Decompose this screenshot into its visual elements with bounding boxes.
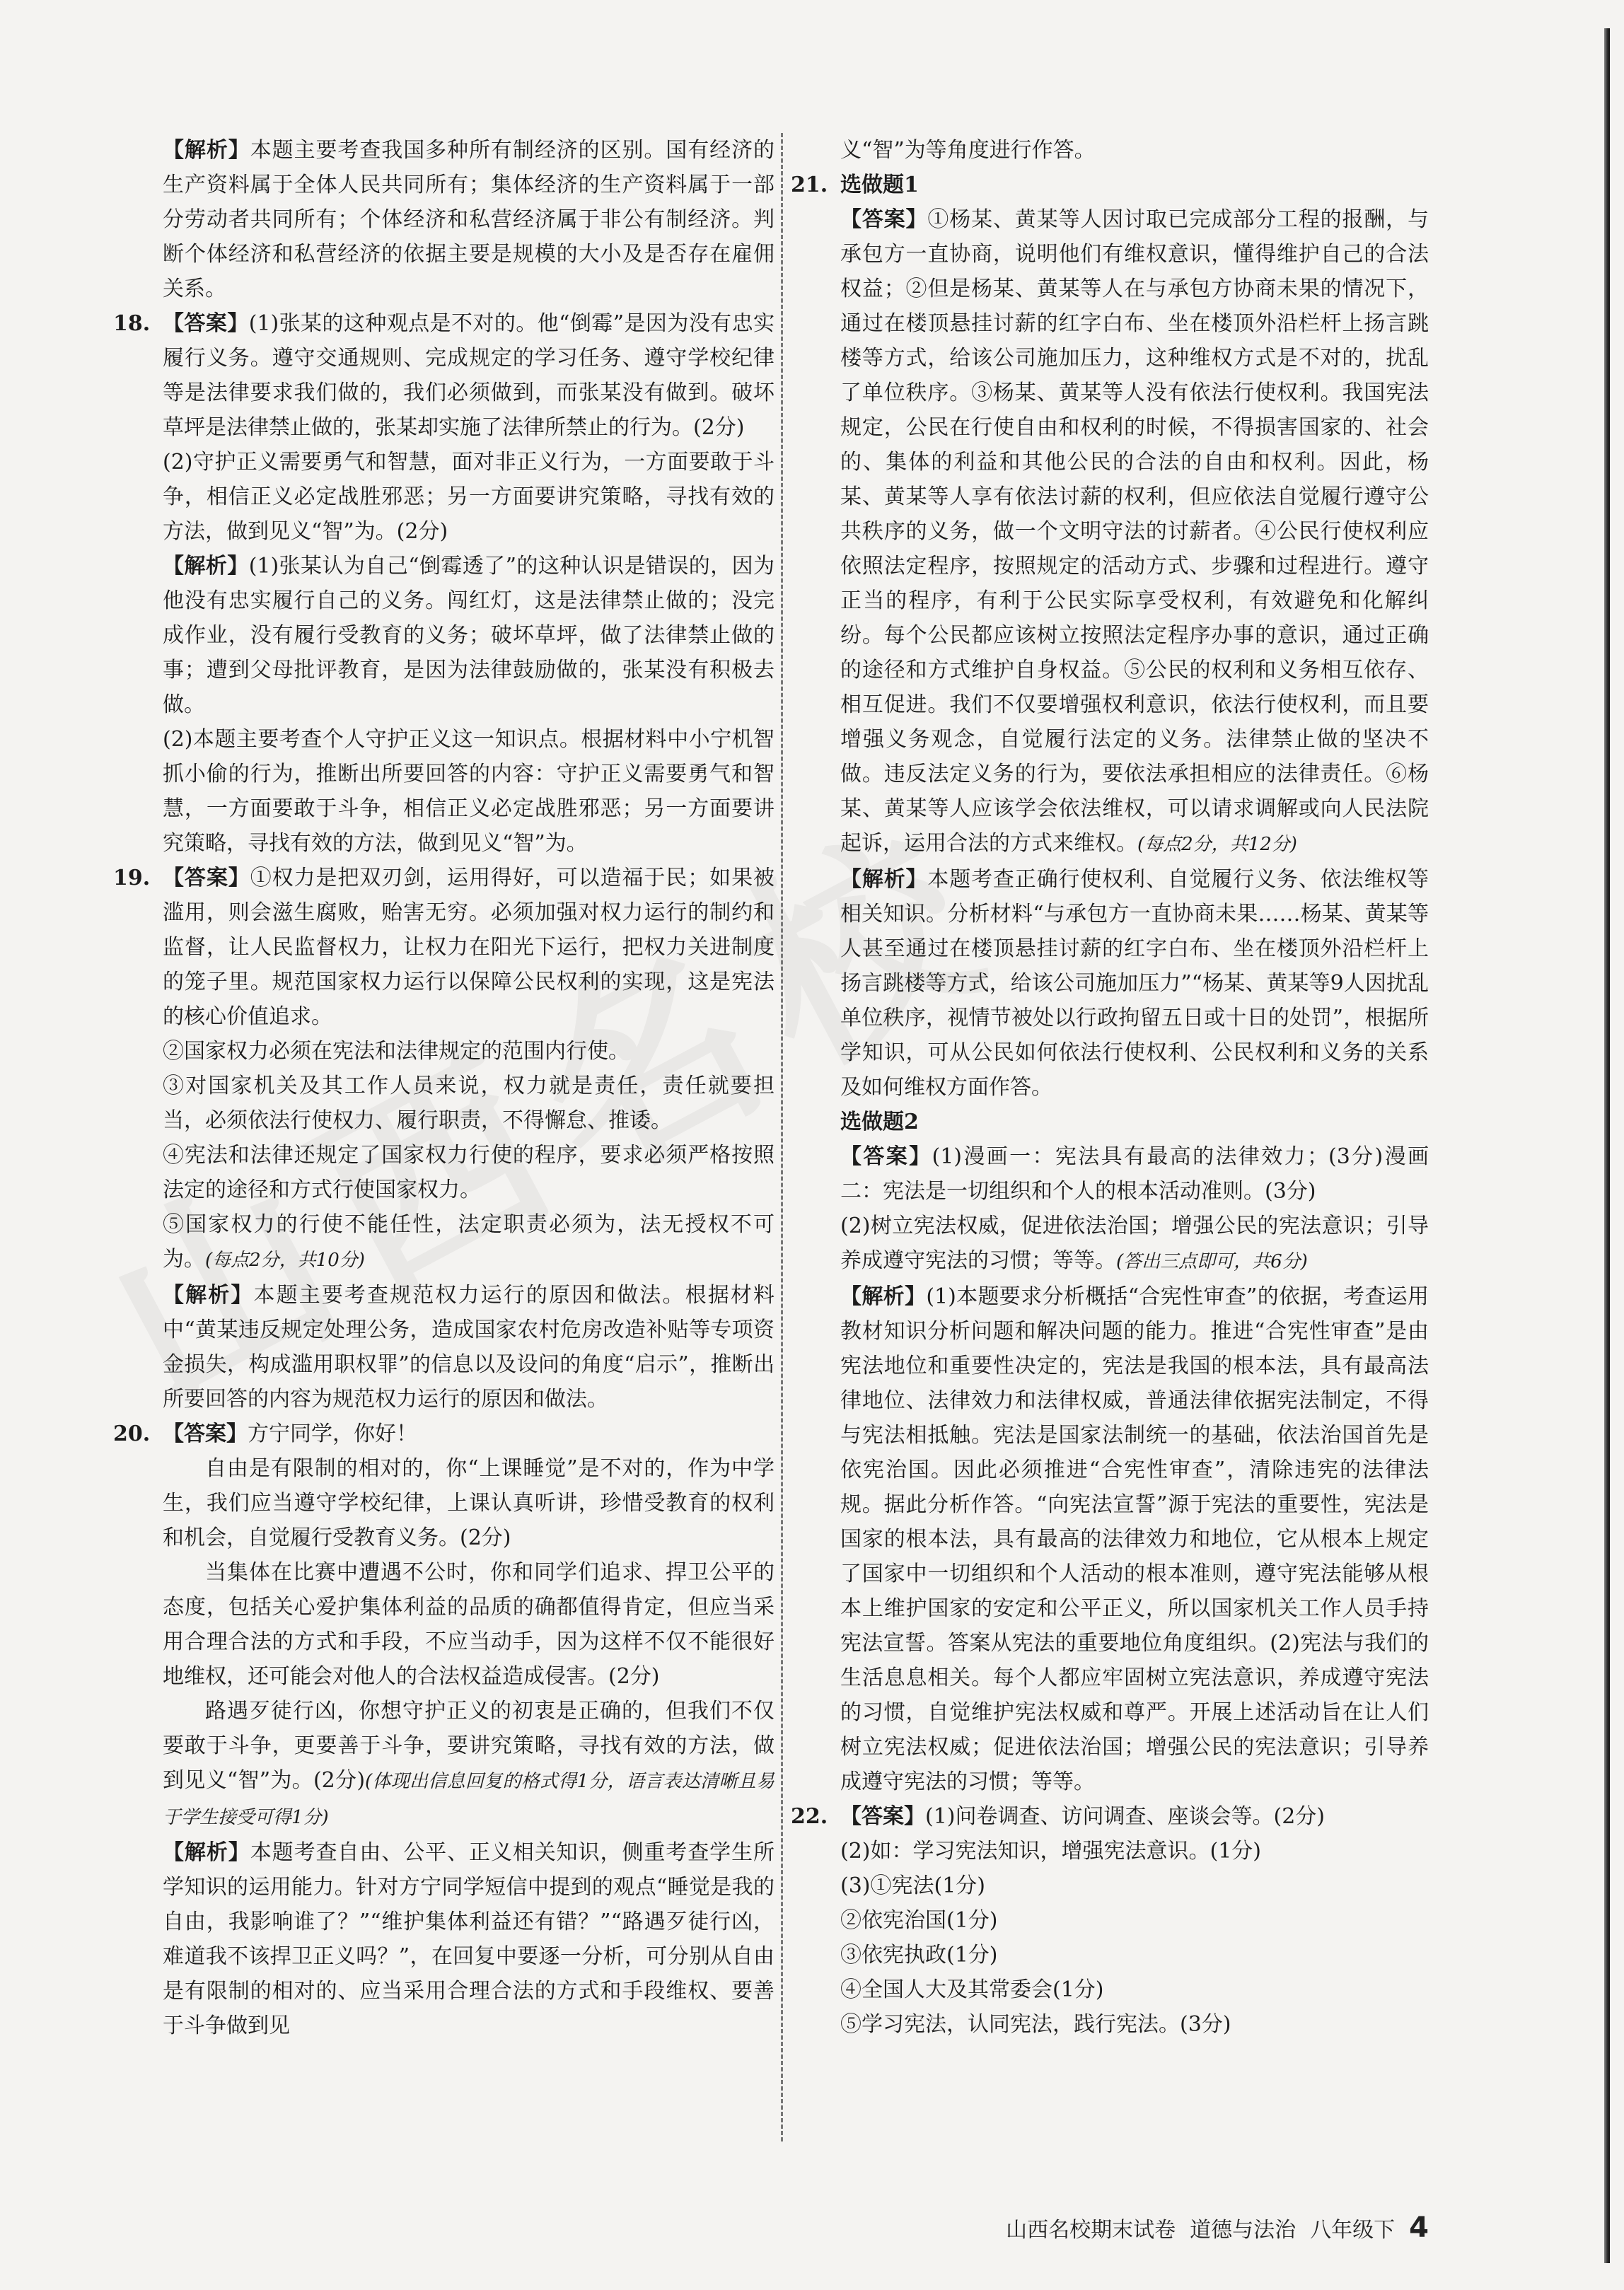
- footer-subject: 道德与法治: [1190, 2218, 1297, 2243]
- q21-optional-2-title: 选做题2: [840, 1110, 919, 1134]
- question-18: 18. 【答案】(1)张某的这种观点是不对的。他“倒霉”是因为没有忠实履行义务。遵守交通规则、完成规定的学习任务、遵守学校纪律等是法律要求我们做的，我们必须做到，而张某没有做到。破坏草坪是法律禁止做的，张某却实施了法律所禁止的行为。(2分) (2)守护正义需要勇气和智慧，面对非正义行为，一方面要敢于斗争，相信正义必定战胜邪恶；另一方面要讲究策略，寻找有效的方法，做到见义“智”为。(2分) 【解析】(1)张某认为自己“倒霉透了”的这种认识是错误的，因为他没有忠实履行自己的义务。闯红灯，这是法律禁止做的；没完成作业，没有履行受教育的义务；破坏草坪，做了法律禁止做的事；遭到父母批评教育，是因为法律鼓励做的，张某没有积极去做。 (2)本题主要考查个人守护正义这一知识点。根据材料中小宁机智抓小偷的行为，推断出所要回答的内容：守护正义需要勇气和智慧，一方面要敢于斗争，相信正义必定战胜邪恶；另一方面要讲究策略，寻找有效的方法，做到见义“智”为。: [113, 306, 775, 861]
- q19-answer-5: ⑤国家权力的行使不能任性，法定职责必须为，法无授权不可为。(每点2分，共10分): [163, 1212, 775, 1272]
- column-divider: [781, 133, 783, 2141]
- q22-answer-5: ③依宪执政(1分): [840, 1943, 998, 1968]
- q20-para-1: 自由是有限制的相对的，你“上课睡觉”是不对的，作为中学生，我们应当遵守学校纪律，上课认真听讲，珍惜受教育的权利和机会，自觉履行受教育义务。(2分): [163, 1456, 775, 1550]
- right-column: [791, 133, 1429, 2042]
- footer-book-title: 山西名校期末试卷: [1006, 2218, 1176, 2243]
- q22-answer-1: 【答案】(1)问卷调查、访问调查、座谈会等。(2分): [840, 1804, 1325, 1829]
- q19-answer-1: 【答案】①权力是把双刃剑，运用得好，可以造福于民；如果被滥用，则会滋生腐败，贻害无穷。必须加强对权力运行的制约和监督，让人民监督权力，让权力在阳光下运行，把权力关进制度的笼子里。规范国家权力运行以保障公民权利的实现，这是宪法的核心价值追求。: [163, 866, 775, 1029]
- q22-answer-3: (3)①宪法(1分): [840, 1873, 985, 1898]
- q19-answer-2: ②国家权力必须在宪法和法律规定的范围内行使。: [163, 1039, 630, 1064]
- page-footer: [791, 2207, 1429, 2249]
- q22-answer-4: ②依宪治国(1分): [840, 1908, 998, 1933]
- q22-answer-7: ⑤学习宪法，认同宪法，践行宪法。(3分): [840, 2012, 1231, 2037]
- footer-grade: 八年级下: [1310, 2218, 1396, 2243]
- question-22: 22. 【答案】(1)问卷调查、访问调查、座谈会等。(2分) (2)如：学习宪法知识，增强宪法意识。(1分) (3)①宪法(1分) ②依宪治国(1分) ③依宪执政(1分) ④全国人大及其常委会(1分) ⑤学习宪法，认同宪法，践行宪法。(3分): [791, 1799, 1429, 2042]
- q21-opt2-analysis: 【解析】(1)本题要求分析概括“合宪性审查”的依据，考查运用教材知识分析问题和解决问题的能力。推进“合宪性审查”是由宪法地位和重要性决定的，宪法是我国的根本法，具有最高法律地位、法律效力和法律权威，普通法律依据宪法制定，不得与宪法相抵触。宪法是国家法制统一的基础，依法治国首先是依宪治国。因此必须推进“合宪性审查”，清除违宪的法律法规。据此分析作答。“向宪法宣誓”源于宪法的重要性，宪法是国家的根本法，具有最高的法律效力和地位，它从根本上规定了国家中一切组织和个人活动的根本准则，遵守宪法能够从根本上维护国家的安定和公平正义，所以国家机关工作人员手持宪法宣誓。答案从宪法的重要地位角度组织。(2)宪法与我们的生活息息相关。每个人都应牢固树立宪法意识，养成遵守宪法的习惯，自觉维护宪法权威和尊严。开展上述活动旨在让人们树立宪法权威；促进依法治国；增强公民的宪法意识；引导养成遵守宪法的习惯；等等。: [840, 1284, 1429, 1794]
- q22-answer-6: ④全国人大及其常委会(1分): [840, 1977, 1104, 2002]
- page-number: 4: [1409, 2211, 1429, 2244]
- question-19: 19. 【答案】①权力是把双刃剑，运用得好，可以造福于民；如果被滥用，则会滋生腐败，贻害无穷。必须加强对权力运行的制约和监督，让人民监督权力，让权力在阳光下运行，把权力关进制度的笼子里。规范国家权力运行以保障公民权利的实现，这是宪法的核心价值追求。 ②国家权力必须在宪法和法律规定的范围内行使。 ③对国家机关及其工作人员来说，权力就是责任，责任就要担当，必须依法行使权力、履行职责，不得懈怠、推诿。 ④宪法和法律还规定了国家权力行使的程序，要求必须严格按照法定的途径和方式行使国家权力。 ⑤国家权力的行使不能任性，法定职责必须为，法无授权不可为。(每点2分，共10分) 【解析】本题主要考查规范权力运行的原因和做法。根据材料中“黄某违反规定处理公务，造成国家农村危房改造补贴等专项资金损失，构成滥用职权罪”的信息以及设问的角度“启示”，推断出所要回答的内容为规范权力运行的原因和做法。: [113, 861, 775, 1417]
- q20-para-3: 路遇歹徒行凶，你想守护正义的初衷是正确的，但我们不仅要敢于斗争，更要善于斗争，要讲究策略，寻找有效的方法，做到见义“智”为。(2分)(体现出信息回复的格式得1分，语言表达清晰且易于学生接受可得1分): [163, 1699, 775, 1828]
- q19-answer-4: ④宪法和法律还规定了国家权力行使的程序，要求必须严格按照法定的途径和方式行使国家权力。: [163, 1143, 775, 1202]
- q22-answer-2: (2)如：学习宪法知识，增强宪法意识。(1分): [840, 1839, 1261, 1864]
- question-20: 20. 【答案】方宁同学，你好！ 自由是有限制的相对的，你“上课睡觉”是不对的，作为中学生，我们应当遵守学校纪律，上课认真听讲，珍惜受教育的权利和机会，自觉履行受教育义务。(2分) 当集体在比赛中遭遇不公时，你和同学们追求、捍卫公平的态度，包括关心爱护集体利益的品质的确都值得肯定，但应当采用合理合法的方式和手段，不应当动手，因为这样不仅不能很好地维权，还可能会对他人的合法权益造成侵害。(2分) 路遇歹徒行凶，你想守护正义的初衷是正确的，但我们不仅要敢于斗争，更要善于斗争，要讲究策略，寻找有效的方法，做到见义“智”为。(2分)(体现出信息回复的格式得1分，语言表达清晰且易于学生接受可得1分) 【解析】本题考查自由、公平、正义相关知识，侧重考查学生所学知识的运用能力。针对方宁同学短信中提到的观点“睡觉是我的自由，我影响谁了？”“维护集体利益还有错？”“路遇歹徒行凶，难道我不该捍卫正义吗？”，在回复中要逐一分析，可分别从自由是有限制的相对的、应当采用合理合法的方式和手段维权、要善于斗争做到见: [113, 1417, 775, 2043]
- q18-analysis-1: 【解析】(1)张某认为自己“倒霉透了”的这种认识是错误的，因为他没有忠实履行自己的义务。闯红灯，这是法律禁止做的；没完成作业，没有履行受教育的义务；破坏草坪，做了法律禁止做的事；遭到父母批评教育，是因为法律鼓励做的，张某没有积极去做。: [163, 554, 775, 717]
- q21-answer: 【答案】①杨某、黄某等人因讨取已完成部分工程的报酬，与承包方一直协商，说明他们有维权意识，懂得维护自己的合法权益；②但是杨某、黄某等人在与承包方协商未果的情况下，通过在楼顶悬挂讨薪的红字白布、坐在楼顶外沿栏杆上扬言跳楼等方式，给该公司施加压力，这种维权方式是不对的，扰乱了单位秩序。③杨某、黄某等人没有依法行使权利。我国宪法规定，公民在行使自由和权利的时候，不得损害国家的、社会的、集体的利益和其他公民的合法的自由和权利。因此，杨某、黄某等人享有依法讨薪的权利，但应依法自觉履行遵守公共秩序的义务，做一个文明守法的讨薪者。④公民行使权利应依照法定程序，按照规定的活动方式、步骤和过程进行。遵守正当的程序，有利于公民实际享受权利，有效避免和化解纠纷。每个公民都应该树立按照法定程序办事的意识，通过正确的途径和方式维护自身权益。⑤公民的权利和义务相互依存、相互促进。我们不仅要增强权利意识，依法行使权利，而且要增强义务观念，自觉履行法定的义务。法律禁止做的坚决不做。违反法定义务的行为，要依法承担相应的法律责任。⑥杨某、黄某等人应该学会依法维权，可以请求调解或向人民法院起诉，运用合法的方式来维权。(每点2分，共12分): [840, 207, 1429, 856]
- q18-answer-1: 【答案】(1)张某的这种观点是不对的。他“倒霉”是因为没有忠实履行义务。遵守交通规则、完成规定的学习任务、遵守学校纪律等是法律要求我们做的，我们必须做到，而张某没有做到。破坏草坪是法律禁止做的，张某却实施了法律所禁止的行为。(2分): [163, 311, 775, 440]
- q21-analysis: 【解析】本题考查正确行使权利、自觉履行义务、依法维权等相关知识。分析材料“与承包方一直协商未果……杨某、黄某等人甚至通过在楼顶悬挂讨薪的红字白布、坐在楼顶外沿栏杆上扬言跳楼等方式，给该公司施加压力”“杨某、黄某等9人因扰乱单位秩序，视情节被处以行政拘留五日或十日的处罚”，根据所学知识，可从公民如何依法行使权利、公民权利和义务的关系及如何维权方面作答。: [840, 867, 1429, 1100]
- q17-analysis: 【解析】本题主要考查我国多种所有制经济的区别。国有经济的生产资料属于全体人民共同所有；集体经济的生产资料属于一部分劳动者共同所有；个体经济和私营经济属于非公有制经济。判断个体经济和私营经济的依据主要是规模的大小及是否存在雇佣关系。: [163, 138, 775, 301]
- q20-analysis-continued: 义“智”为等角度进行作答。: [840, 138, 1096, 163]
- q21-opt2-answer-1: 【答案】(1)漫画一：宪法具有最高的法律效力；(3分)漫画二：宪法是一切组织和个人的根本活动准则。(3分): [840, 1144, 1429, 1204]
- q21-opt2-answer-2: (2)树立宪法权威，促进依法治国；增强公民的宪法意识；引导养成遵守宪法的习惯；等等。(答出三点即可，共6分): [840, 1214, 1429, 1273]
- q21-optional-1-title: 选做题1: [840, 173, 919, 197]
- q19-answer-3: ③对国家机关及其工作人员来说，权力就是责任，责任就要担当，必须依法行使权力、履行职责，不得懈怠、推诿。: [163, 1074, 775, 1133]
- q18-answer-2: (2)守护正义需要勇气和智慧，面对非正义行为，一方面要敢于斗争，相信正义必定战胜邪恶；另一方面要讲究策略，寻找有效的方法，做到见义“智”为。(2分): [163, 450, 775, 544]
- q20-greeting: 【答案】方宁同学，你好！: [163, 1422, 417, 1446]
- q20-analysis: 【解析】本题考查自由、公平、正义相关知识，侧重考查学生所学知识的运用能力。针对方宁同学短信中提到的观点“睡觉是我的自由，我影响谁了？”“维护集体利益还有错？”“路遇歹徒行凶，难道我不该捍卫正义吗？”，在回复中要逐一分析，可分别从自由是有限制的相对的、应当采用合理合法的方式和手段维权、要善于斗争做到见: [163, 1840, 775, 2038]
- question-21: 21. 选做题1 【答案】①杨某、黄某等人因讨取已完成部分工程的报酬，与承包方一直协商，说明他们有维权意识，懂得维护自己的合法权益；②但是杨某、黄某等人在与承包方协商未果的情况下，通过在楼顶悬挂讨薪的红字白布、坐在楼顶外沿栏杆上扬言跳楼等方式，给该公司施加压力，这种维权方式是不对的，扰乱了单位秩序。③杨某、黄某等人没有依法行使权利。我国宪法规定，公民在行使自由和权利的时候，不得损害国家的、社会的、集体的利益和其他公民的合法的自由和权利。因此，杨某、黄某等人享有依法讨薪的权利，但应依法自觉履行遵守公共秩序的义务，做一个文明守法的讨薪者。④公民行使权利应依照法定程序，按照规定的活动方式、步骤和过程进行。遵守正当的程序，有利于公民实际享受权利，有效避免和化解纠纷。每个公民都应该树立按照法定程序办事的意识，通过正确的途径和方式维护自身权益。⑤公民的权利和义务相互依存、相互促进。我们不仅要增强权利意识，依法行使权利，而且要增强义务观念，自觉履行法定的义务。法律禁止做的坚决不做。违反法定义务的行为，要依法承担相应的法律责任。⑥杨某、黄某等人应该学会依法维权，可以请求调解或向人民法院起诉，运用合法的方式来维权。(每点2分，共12分) 【解析】本题考查正确行使权利、自觉履行义务、依法维权等相关知识。分析材料“与承包方一直协商未果……杨某、黄某等人甚至通过在楼顶悬挂讨薪的红字白布、坐在楼顶外沿栏杆上扬言跳楼等方式，给该公司施加压力”“杨某、黄某等9人因扰乱单位秩序，视情节被处以行政拘留五日或十日的处罚”，根据所学知识，可从公民如何依法行使权利、公民权利和义务的关系及如何维权方面作答。 选做题2 【答案】(1)漫画一：宪法具有最高的法律效力；(3分)漫画二：宪法是一切组织和个人的根本活动准则。(3分) (2)树立宪法权威，促进依法治国；增强公民的宪法意识；引导养成遵守宪法的习惯；等等。(答出三点即可，共6分) 【解析】(1)本题要求分析概括“合宪性审查”的依据，考查运用教材知识分析问题和解决问题的能力。推进“合宪性审查”是由宪法地位和重要性决定的，宪法是我国的根本法，具有最高法律地位、法律效力和法律权威，普通法律依据宪法制定，不得与宪法相抵触。宪法是国家法制统一的基础，依法治国首先是依宪治国。因此必须推进“合宪性审查”，清除违宪的法律法规。据此分析作答。“向宪法宣誓”源于宪法的重要性，宪法是国家的根本法，具有最高的法律效力和地位，它从根本上规定了国家中一切组织和个人活动的根本准则，遵守宪法能够从根本上维护国家的安定和公平正义，所以国家机关工作人员手持宪法宣誓。答案从宪法的重要地位角度组织。(2)宪法与我们的生活息息相关。每个人都应牢固树立宪法意识，养成遵守宪法的习惯，自觉维护宪法权威和尊严。开展上述活动旨在让人们树立宪法权威；促进依法治国；增强公民的宪法意识；引导养成遵守宪法的习惯；等等。: [791, 168, 1429, 1799]
- left-column: [113, 133, 775, 2043]
- page-edge-shadow: [1604, 28, 1610, 2263]
- q20-para-2: 当集体在比赛中遭遇不公时，你和同学们追求、捍卫公平的态度，包括关心爱护集体利益的品质的确都值得肯定，但应当采用合理合法的方式和手段，不应当动手，因为这样不仅不能很好地维权，还可能会对他人的合法权益造成侵害。(2分): [163, 1560, 775, 1689]
- q19-analysis: 【解析】本题主要考查规范权力运行的原因和做法。根据材料中“黄某违反规定处理公务，造成国家农村危房改造补贴等专项资金损失，构成滥用职权罪”的信息以及设问的角度“启示”，推断出所要回答的内容为规范权力运行的原因和做法。: [163, 1283, 775, 1412]
- q18-analysis-2: (2)本题主要考查个人守护正义这一知识点。根据材料中小宁机智抓小偷的行为，推断出所要回答的内容：守护正义需要勇气和智慧，一方面要敢于斗争，相信正义必定战胜邪恶；另一方面要讲究策略，寻找有效的方法，做到见义“智”为。: [163, 727, 775, 856]
